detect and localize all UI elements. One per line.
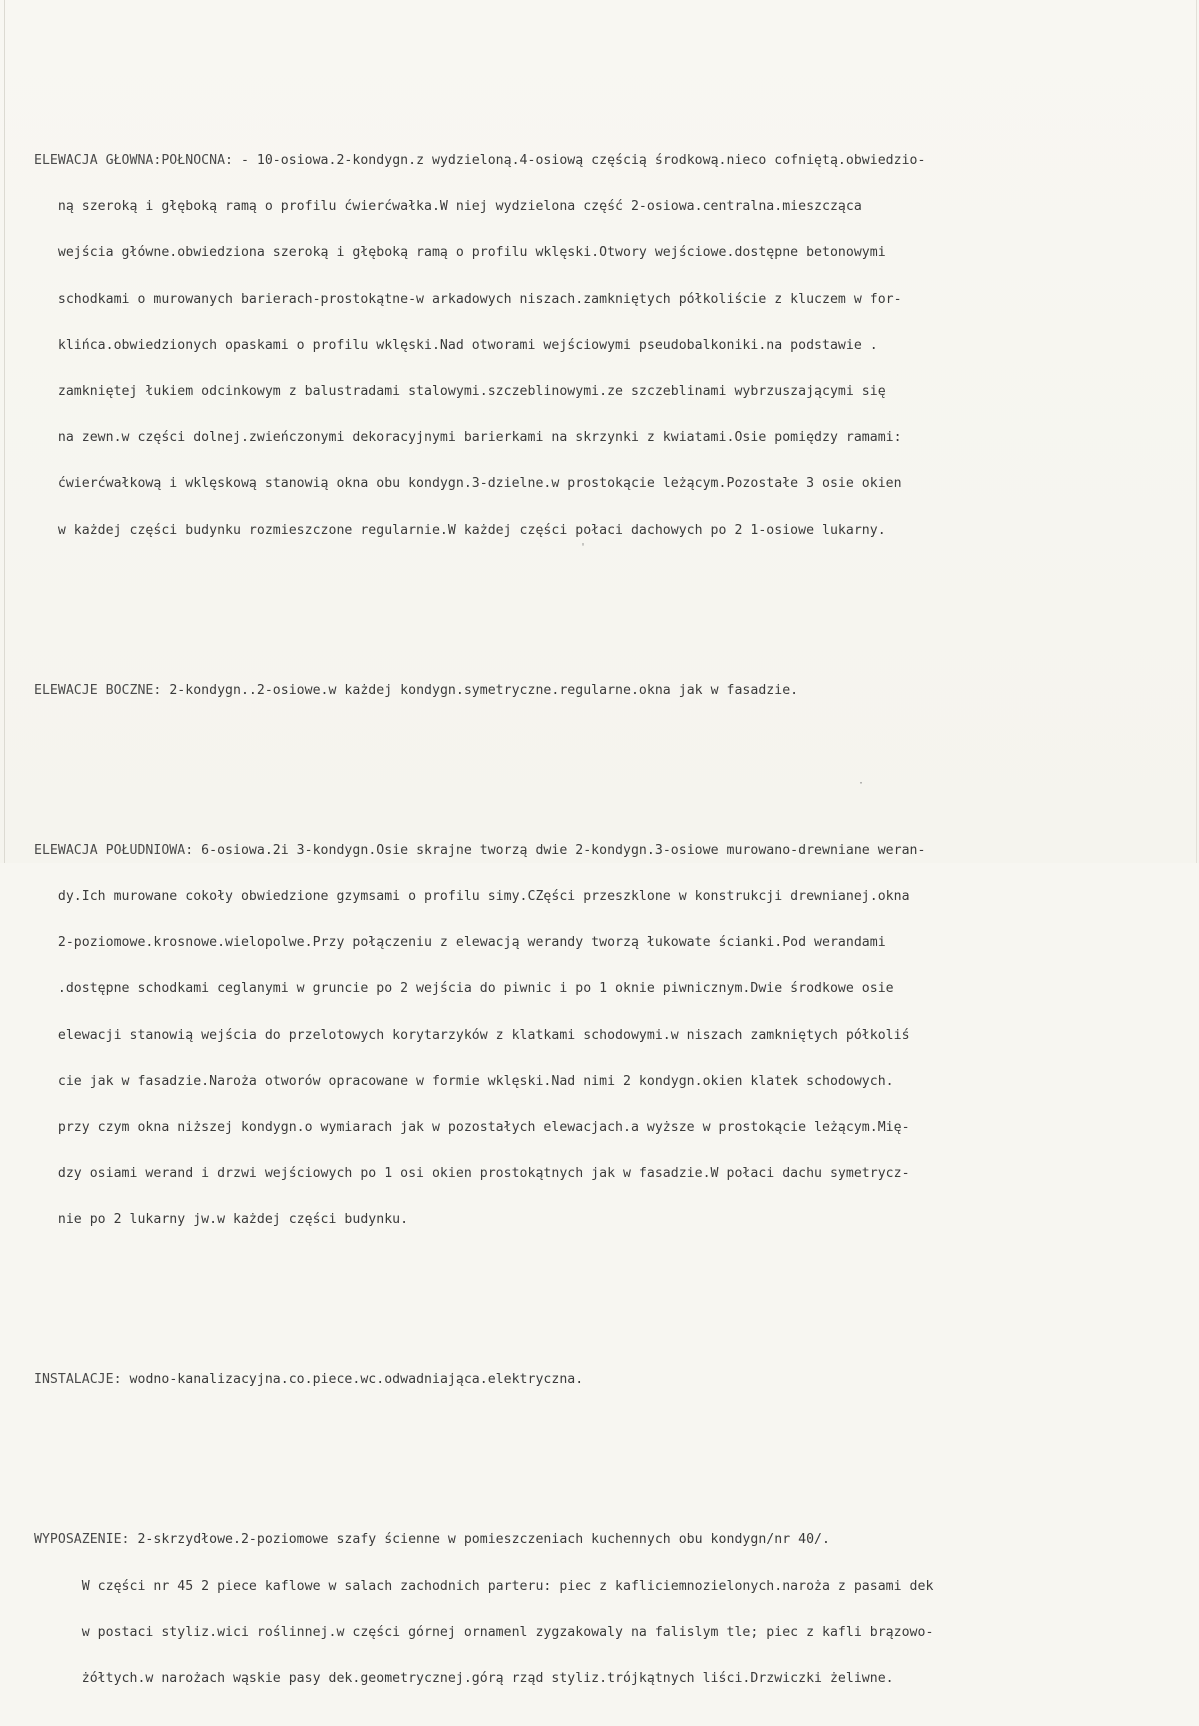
paper-speck: ' [580, 542, 587, 553]
section-elewacja-glowna [34, 122, 1174, 569]
text-line: elewacji stanowią wejścia do przelotowych korytarzyków z klatkami schodowymi.w niszach zamkniętych półkoliś [34, 1027, 910, 1043]
text-line: w każdej części budynku rozmieszczone regularnie.W każdej części połaci dachowych po 2 1-osiowe lukarny. [34, 522, 886, 538]
text-line: zamkniętej łukiem odcinkowym z balustradami stalowymi.szczeblinowymi.ze szczeblinami wybrzuszającymi się [34, 384, 886, 400]
text-line: schodkami o murowanych barierach-prostokątne-w arkadowych niszach.zamkniętych półkoliście z kluczem w for- [34, 291, 902, 307]
card-right-edge [1196, 0, 1197, 863]
section-first-line: 2-skrzydłowe.2-poziomowe szafy ścienne w pomieszczeniach kuchennych obu kondygn/nr 40/. [129, 1532, 830, 1548]
section-first-line: 2-kondygn..2-osiowe.w każdej kondygn.symetryczne.regularne.okna jak w fasadzie. [161, 682, 799, 698]
section-elewacja-poludniowa [34, 812, 1174, 1259]
section-label: INSTALACJE: [34, 1372, 122, 1388]
text-line: ną szeroką i głęboką ramą o profilu ćwierćwałka.W niej wydzielona część 2-osiowa.centralna.mieszcząca [34, 199, 862, 215]
section-instalacje [34, 1342, 1174, 1419]
typed-text-body [34, 76, 1174, 1726]
text-line: .dostępne schodkami ceglanymi w gruncie po 2 wejścia do piwnic i po 1 oknie piwnicznym.Dwie środkowe osie [34, 981, 894, 997]
text-line: żółtych.w narożach wąskie pasy dek.geometrycznej.górą rząd styliz.trójkątnych liści.Drzwiczki żeliwne. [34, 1671, 894, 1687]
paper-speck: · [858, 778, 865, 789]
section-wyposazenie [34, 1502, 1174, 1718]
section-label: ELEWACJA POŁUDNIOWA: [34, 842, 194, 858]
section-first-line: wodno-kanalizacyjna.co.piece.wc.odwadniająca.elektryczna. [121, 1372, 584, 1388]
section-elewacje-boczne [34, 652, 1174, 729]
section-first-line: - 10-osiowa.2-kondygn.z wydzieloną.4-osiową częścią środkową.nieco cofniętą.obwiedzio- [233, 153, 926, 169]
text-line: nie po 2 lukarny jw.w każdej części budynku. [34, 1212, 409, 1228]
text-line: dy.Ich murowane cokoły obwiedzione gzymsami o profilu simy.CZęści przeszklone w konstrukcji drewnianej.okna [34, 888, 910, 904]
text-line: ćwierćwałkową i wklęskową stanowią okna obu kondygn.3-dzielne.w prostokącie leżącym.Pozostałe 3 osie okien [34, 476, 902, 492]
section-label: ELEWACJE BOCZNE: [34, 682, 162, 698]
section-first-line: 6-osiowa.2i 3-kondygn.Osie skrajne tworzą dwie 2-kondygn.3-osiowe murowano-drewniane weran- [193, 842, 926, 858]
card-left-edge [4, 0, 5, 863]
section-label: WYPOSAŻENIE: [34, 1532, 130, 1548]
text-line: w postaci styliz.wici roślinnej.w części górnej ornamenl zygzakowaly na falislym tle; piec z kafli brązowo- [34, 1624, 934, 1640]
text-line: dzy osiami werand i drzwi wejściowych po 1 osi okien prostokątnych jak w fasadzie.W połaci dachu symetrycz- [34, 1166, 910, 1182]
text-line: przy czym okna niższej kondygn.o wymiarach jak w pozostałych elewacjach.a wyższe w prostokącie leżącym.Mię- [34, 1119, 910, 1135]
text-line: wejścia główne.obwiedziona szeroką i głęboką ramą o profilu wklęski.Otwory wejściowe.dostępne betonowymi [34, 245, 886, 261]
text-line: klińca.obwiedzionych opaskami o profilu wklęski.Nad otworami wejściowymi pseudobalkoniki.na podstawie . [34, 337, 878, 353]
text-line: W części nr 45 2 piece kaflowe w salach zachodnich parteru: piec z kafliciemnozielonych.naroża z pasami dek [34, 1578, 934, 1594]
text-line: cie jak w fasadzie.Naroża otworów opracowane w formie wklęski.Nad nimi 2 kondygn.okien klatek schodowych. [34, 1073, 894, 1089]
section-label: ELEWACJA GŁÓWNA:PÓŁNOCNA: [34, 153, 233, 169]
text-line: na zewn.w części dolnej.zwieńczonymi dekoracyjnymi barierkami na skrzynki z kwiatami.Osie pomiędzy ramami: [34, 430, 902, 446]
text-line: 2-poziomowe.krosnowe.wielopolwe.Przy połączeniu z elewacją werandy tworzą łukowate ścianki.Pod werandami [34, 935, 886, 951]
